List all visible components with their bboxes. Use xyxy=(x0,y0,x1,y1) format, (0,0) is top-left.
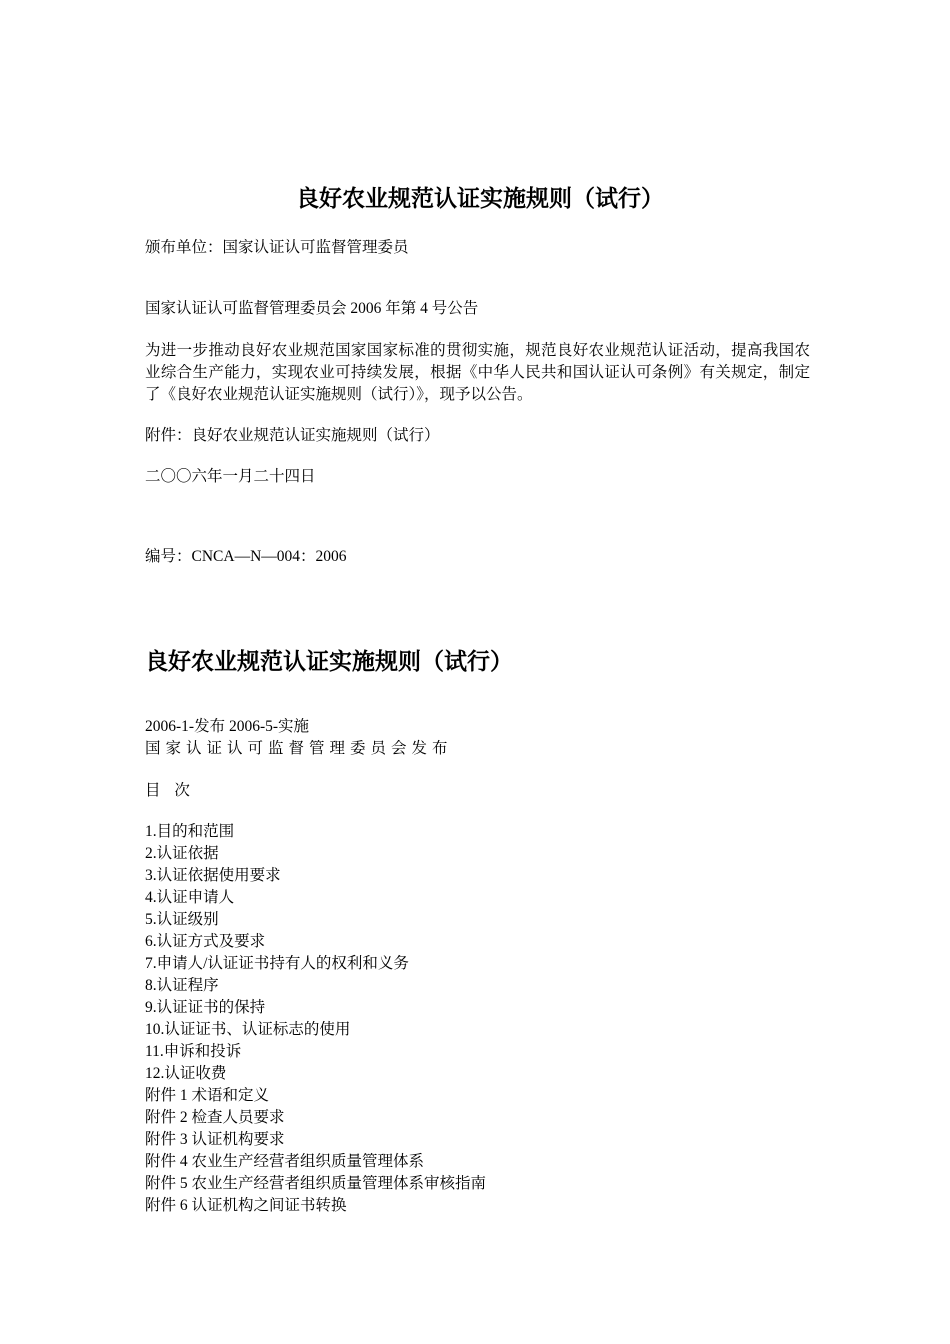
document-title: 良好农业规范认证实施规则（试行） xyxy=(296,186,664,212)
toc-item: 附件 4 农业生产经营者组织质量管理体系 xyxy=(145,1153,425,1170)
rules-dates: 2006-1-发布 2006-5-实施 xyxy=(145,718,310,735)
document-page xyxy=(145,0,815,1344)
toc-item: 附件 1 术语和定义 xyxy=(145,1087,270,1104)
toc-item: 6.认证方式及要求 xyxy=(145,933,266,950)
toc-item: 附件 5 农业生产经营者组织质量管理体系审核指南 xyxy=(145,1175,487,1192)
toc-heading: 目 次 xyxy=(145,782,195,799)
toc-item: 10.认证证书、认证标志的使用 xyxy=(145,1021,351,1038)
attachment-line: 附件：良好农业规范认证实施规则（试行） xyxy=(145,427,440,444)
toc-item: 1.目的和范围 xyxy=(145,823,235,840)
rules-publisher: 国家认证认可监督管理委员会发布 xyxy=(145,740,453,757)
document-code: 编号：CNCA—N—004：2006 xyxy=(145,548,347,565)
toc-item: 3.认证依据使用要求 xyxy=(145,867,281,884)
toc-item: 5.认证级别 xyxy=(145,911,219,928)
notice-date: 二〇〇六年一月二十四日 xyxy=(145,468,316,485)
toc-item: 附件 6 认证机构之间证书转换 xyxy=(145,1197,347,1214)
toc-item: 附件 3 认证机构要求 xyxy=(145,1131,285,1148)
table-of-contents xyxy=(145,821,486,1217)
issuer-line: 颁布单位：国家认证认可监督管理委员 xyxy=(145,239,409,256)
notice-number: 国家认证认可监督管理委员会 2006 年第 4 号公告 xyxy=(145,300,479,317)
toc-item: 12.认证收费 xyxy=(145,1065,227,1082)
toc-item: 8.认证程序 xyxy=(145,977,219,994)
toc-item: 附件 2 检查人员要求 xyxy=(145,1109,285,1126)
toc-item: 4.认证申请人 xyxy=(145,889,235,906)
rules-title: 良好农业规范认证实施规则（试行） xyxy=(145,649,513,675)
toc-item: 9.认证证书的保持 xyxy=(145,999,266,1016)
notice-body: 为进一步推动良好农业规范国家国家标准的贯彻实施，规范良好农业规范认证活动，提高我国农业综合生产能力，实现农业可持续发展，根据《中华人民共和国认证认可条例》有关规定，制定了《良好农业规范认证实施规则（试行）》，现予以公告。 xyxy=(145,342,810,403)
toc-item: 11.申诉和投诉 xyxy=(145,1043,242,1060)
toc-item: 2.认证依据 xyxy=(145,845,219,862)
toc-item: 7.申请人/认证证书持有人的权利和义务 xyxy=(145,955,409,972)
